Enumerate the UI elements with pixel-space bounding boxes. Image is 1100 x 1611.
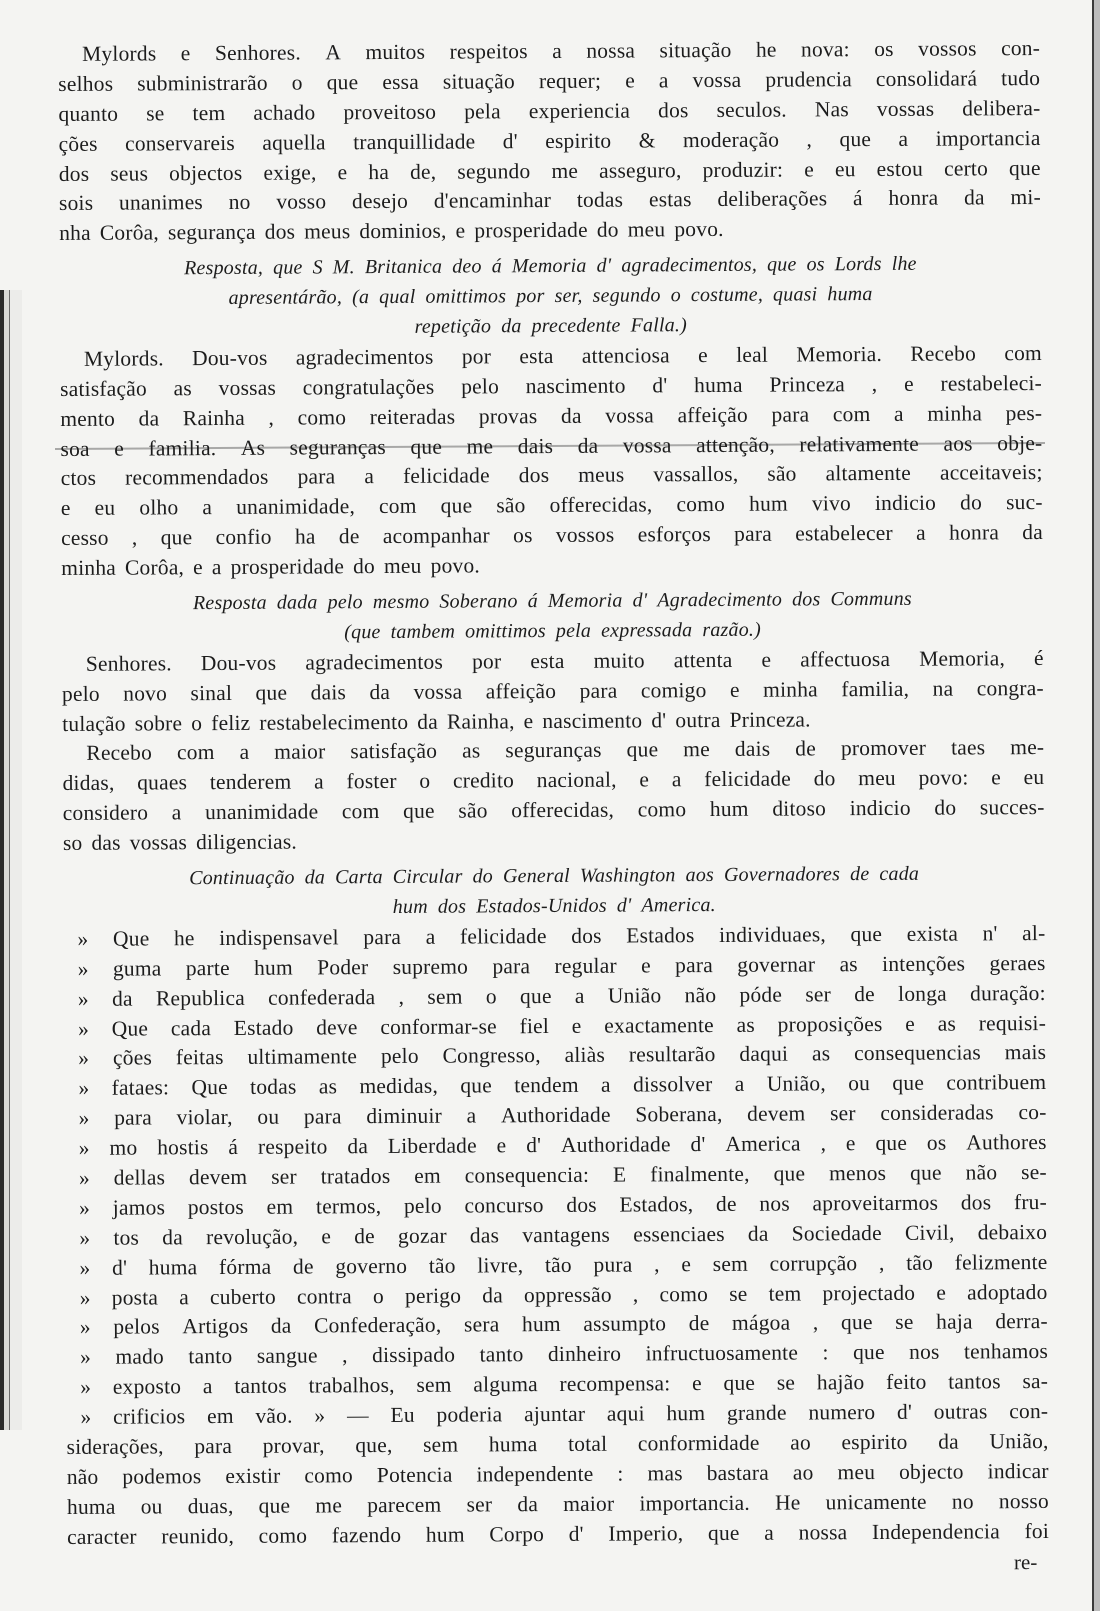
- text-line: didas, quaes tenderem a foster o credito nacional, e a felicidade do meu povo: e eu: [62, 765, 1045, 796]
- text-line: ções conservareis aquella tranquillidade d' espirito & moderação , que a importancia: [58, 125, 1041, 156]
- text-line: Resposta dada pelo mesmo Soberano á Memoria d' Agradecimento dos Communs: [192, 587, 912, 615]
- text-line: siderações, para provar, que, sem huma total conformidade ao espirito da União,: [66, 1428, 1049, 1459]
- text-line: não podemos existir como Potencia independente : mas bastara ao meu objecto indicar: [66, 1458, 1049, 1489]
- text-line: sois unanimes no vosso desejo d'encaminhar todas estas deliberações á honra da mi-: [58, 185, 1042, 216]
- text-line: » para violar, ou para diminuir a Authoridade Soberana, devem ser consideradas co-: [78, 1100, 1047, 1131]
- text-line: » crificios em vão. » — Eu poderia ajuntar aqui hum grande numero d' outras con-: [80, 1399, 1049, 1429]
- text-line: Mylords. Dou-vos agradecimentos por esta attenciosa e leal Memoria. Recebo com: [83, 340, 1043, 371]
- text-line: » mo hostis á respeito da Liberdade e d' Authoridade d' America , e que os Authores: [78, 1130, 1047, 1160]
- text-line: Recebo com a maior satisfação as seguranças que me dais de promover taes me-: [86, 735, 1045, 766]
- text-line: selhos subministrarão o que essa situação requer; e a vossa prudencia consolidará tudo: [58, 65, 1041, 96]
- text-line: Continuação da Carta Circular do General Washington aos Governadores de cada: [189, 862, 920, 890]
- text-line: tulação sobre o feliz restabelecimento da Rainha, e nascimento d' outra Princeza.: [62, 707, 811, 736]
- text-line: e eu olho a unanimidade, com que são offerecidas, como hum vivo indicio do suc-: [60, 490, 1043, 521]
- text-line: Senhores. Dou-vos agradecimentos por esta muito attenta e affectuosa Memoria, é: [85, 645, 1044, 676]
- text-line: » Que he indispensavel para a felicidade dos Estados individuaes, que exista n' al-: [77, 920, 1046, 951]
- text-line: quanto se tem achado proveitoso pela experiencia dos seculos. Nas vossas delibera-: [58, 95, 1041, 126]
- text-line: considero a unanimidade com que são offerecidas, como hum ditoso indicio do succes-: [62, 795, 1045, 826]
- text-line: repetição da precedente Falla.): [414, 314, 688, 338]
- text-line: » d' huma fórma de governo tão livre, tão pura , e sem corrupção , tão felizmente: [79, 1249, 1048, 1280]
- text-line: » pelos Artigos da Confederação, sera hum assumpto de mágoa , que se haja derra-: [79, 1309, 1048, 1340]
- text-line: Resposta, que S M. Britanica deo á Memoria d' agradecimentos, que os Lords lhe: [183, 252, 917, 280]
- text-line: pelo novo sinal que dais da vossa affeição para comigo e minha familia, na congra-: [61, 675, 1044, 706]
- text-line: Mylords e Senhores. A muitos respeitos a nossa situação he nova: os vossos con-: [82, 36, 1041, 66]
- scan-edge-left: [0, 290, 22, 1430]
- text-line: mento da Rainha , como reiteradas provas da vossa affeição para com a minha pes-: [60, 400, 1043, 431]
- text-line: » ções feitas ultimamente pelo Congresso, aliàs resultarão daqui as consequencias mais: [78, 1040, 1047, 1071]
- text-line: » Que cada Estado deve conformar-se fiel e exactamente as proposições e as requisi-: [77, 1010, 1047, 1041]
- text-line: dos seus objectos exige, e ha de, segundo me asseguro, produzir: e eu estou certo que: [58, 155, 1041, 186]
- text-line: so das vossas diligencias.: [62, 829, 298, 856]
- text-line: » dellas devem ser tratados em consequencia: E finalmente, que menos que não se-: [78, 1159, 1047, 1190]
- text-line: apresentárão, (a qual omittimos por ser, segundo o costume, quasi huma: [228, 283, 873, 310]
- text-line: » mado tanto sangue , dissipado tanto dinheiro infructuosamente : que nos tenhamos: [79, 1339, 1049, 1370]
- text-line: soa e familia. As seguranças que me dais da vossa attenção, relativamente aos obje-: [60, 430, 1043, 461]
- catchword: re-: [1013, 1549, 1038, 1574]
- text-line: » exposto a tantos trabalhos, sem alguma recompensa: e que se hajão feito tantos sa-: [80, 1369, 1049, 1400]
- document-text-body: [58, 34, 1049, 1553]
- text-line: cesso , que confio ha de acompanhar os vossos esforços para estabelecer a honra da: [60, 520, 1044, 551]
- text-line: » posta a cuberto contra o perigo da oppressão , como se tem projectado e adoptado: [79, 1279, 1048, 1310]
- text-line: » jamos postos em termos, pelo concurso dos Estados, de nos aproveitarmos dos fru-: [79, 1189, 1048, 1220]
- text-line: ctos recommendados para a felicidade dos meus vassallos, são altamente acceitaveis;: [60, 460, 1043, 491]
- text-line: huma ou duas, que me parecem ser da maior importancia. He unicamente no nosso: [66, 1488, 1049, 1519]
- text-line: » guma parte hum Poder supremo para regular e para governar as intenções geraes: [77, 950, 1046, 981]
- text-line: » tos da revolução, e de gozar das vantagens essenciaes da Sociedade Civil, debaixo: [79, 1219, 1048, 1250]
- text-line: satisfação as vossas congratulações pelo nascimento d' huma Princeza , e restabeleci-: [60, 370, 1043, 401]
- text-line: nha Corôa, segurança dos meus dominios, e prosperidade do meu povo.: [59, 217, 724, 246]
- document-page: [58, 34, 1050, 1600]
- scan-edge-right: [1086, 0, 1100, 1611]
- text-line: » fataes: Que todas as medidas, que tendem a dissolver a União, ou que contribuem: [78, 1070, 1047, 1101]
- text-line: minha Corôa, e a prosperidade do meu povo.: [61, 553, 481, 581]
- text-line: (que tambem omittimos pela expressada razão.): [344, 618, 762, 644]
- text-line: hum dos Estados-Unidos d' America.: [392, 893, 716, 918]
- text-line: » da Republica confederada , sem o que a União não póde ser de longa duração:: [77, 980, 1046, 1011]
- text-line: caracter reunido, como fazendo hum Corpo d' Imperio, que a nossa Independencia foi: [67, 1518, 1050, 1549]
